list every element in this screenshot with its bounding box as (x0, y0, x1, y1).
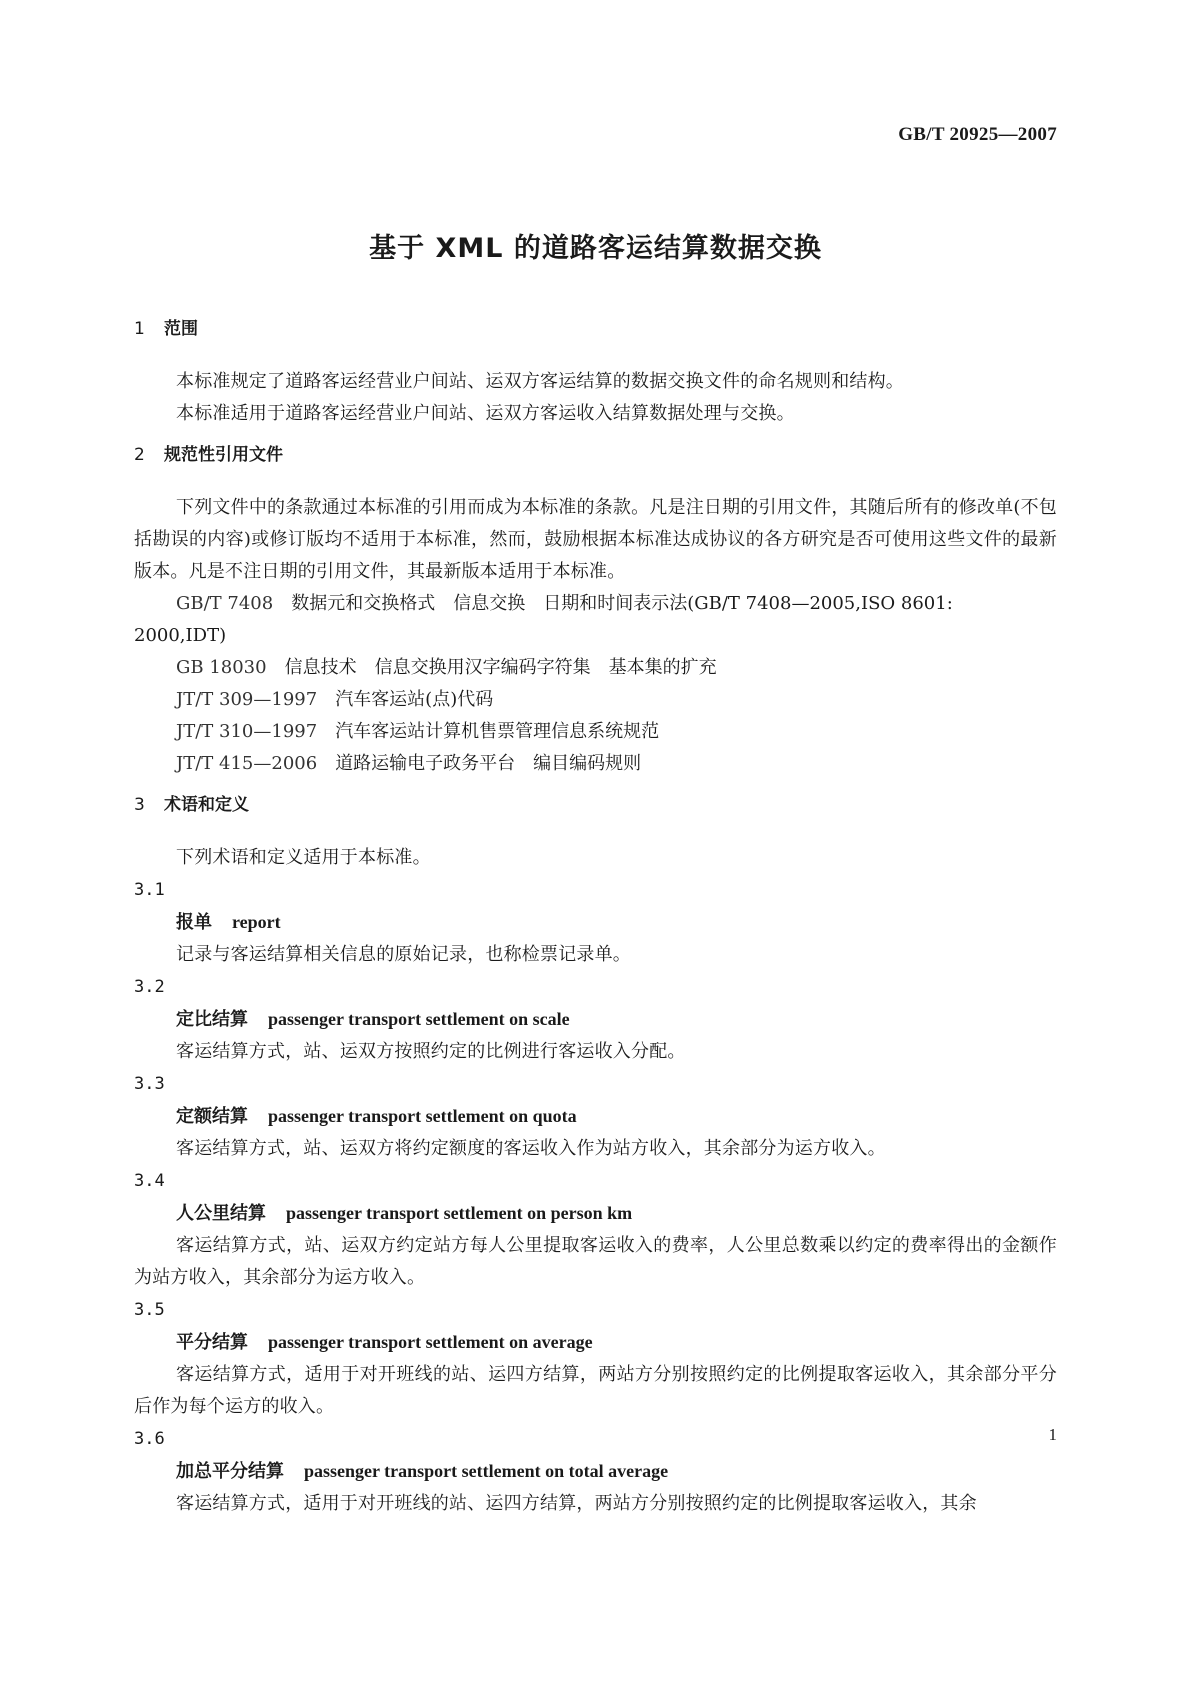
reference-title: 汽车客运站(点)代码 (335, 689, 494, 710)
term-name-zh: 定比结算 (176, 1009, 248, 1030)
term-name-en: passenger transport settlement on scale (268, 1009, 570, 1029)
reference-continuation: 2000,IDT) (134, 625, 227, 646)
section-title: 规范性引用文件 (164, 445, 283, 465)
term-number: 3.5 (134, 1300, 165, 1320)
page-number: 1 (1048, 1425, 1057, 1444)
term-name (134, 1455, 1057, 1488)
document-code: GB/T 20925—2007 (898, 124, 1057, 145)
reference-item (134, 684, 1057, 716)
section-number: 3 (134, 795, 145, 815)
term-number: 3.1 (134, 880, 165, 900)
paragraph: 本标准适用于道路客运经营业户间站、运双方客运收入结算数据处理与交换。 (176, 403, 795, 424)
term-name (134, 1326, 1057, 1359)
reference-item (134, 588, 1057, 620)
reference-title: 数据元和交换格式 信息交换 日期和时间表示法(GB/T 7408—2005,ISO 8601: (291, 593, 953, 614)
term-name-zh: 平分结算 (176, 1332, 248, 1353)
reference-code: GB/T 7408 (176, 593, 274, 614)
term-name-en: passenger transport settlement on average (268, 1332, 593, 1352)
term-name-zh: 人公里结算 (176, 1203, 266, 1224)
reference-item (134, 652, 1057, 684)
term-name-en: report (232, 912, 281, 932)
section-title: 范围 (164, 319, 198, 339)
paragraph: 本标准规定了道路客运经营业户间站、运双方客运结算的数据交换文件的命名规则和结构。 (176, 371, 904, 392)
section-heading-terms-definitions (134, 794, 1057, 816)
term-number: 3.6 (134, 1429, 165, 1449)
term-name-zh: 报单 (176, 912, 212, 933)
term-name-en: passenger transport settlement on quota (268, 1106, 577, 1126)
term-definition: 记录与客运结算相关信息的原始记录，也称检票记录单。 (176, 944, 631, 965)
document-body (134, 318, 1057, 1520)
term-name (134, 1197, 1057, 1230)
term-name (134, 1003, 1057, 1036)
reference-code: JT/T 309—1997 (176, 689, 318, 710)
section-title: 术语和定义 (164, 795, 249, 815)
reference-code: GB 18030 (176, 657, 267, 678)
term-name (134, 1100, 1057, 1133)
reference-code: JT/T 310—1997 (176, 721, 318, 742)
term-number: 3.4 (134, 1171, 165, 1191)
term-name-en: passenger transport settlement on total average (304, 1461, 669, 1481)
paragraph: 下列文件中的条款通过本标准的引用而成为本标准的条款。凡是注日期的引用文件，其随后所有的修改单(不包括勘误的内容)或修订版均不适用于本标准，然而，鼓励根据本标准达成协议的各方研究是否可使用这些文件的最新版本。凡是不注日期的引用文件，其最新版本适用于本标准。 (134, 497, 1057, 582)
term-number: 3.3 (134, 1074, 165, 1094)
reference-title: 汽车客运站计算机售票管理信息系统规范 (335, 721, 660, 742)
term-definition: 客运结算方式，站、运双方将约定额度的客运收入作为站方收入，其余部分为运方收入。 (176, 1138, 886, 1159)
reference-item (134, 748, 1057, 780)
term-definition: 客运结算方式，站、运双方约定站方每人公里提取客运收入的费率，人公里总数乘以约定的费率得出的金额作为站方收入，其余部分为运方收入。 (134, 1235, 1057, 1288)
reference-title: 道路运输电子政务平台 编目编码规则 (335, 753, 642, 774)
document-title: 基于 XML 的道路客运结算数据交换 (369, 233, 822, 264)
term-definition: 客运结算方式，站、运双方按照约定的比例进行客运收入分配。 (176, 1041, 686, 1062)
term-name-zh: 加总平分结算 (176, 1461, 284, 1482)
term-definition: 客运结算方式，适用于对开班线的站、运四方结算，两站方分别按照约定的比例提取客运收入，其余部分平分后作为每个运方的收入。 (134, 1364, 1057, 1417)
term-name-zh: 定额结算 (176, 1106, 248, 1127)
paragraph: 下列术语和定义适用于本标准。 (176, 847, 431, 868)
section-heading-normative-references (134, 444, 1057, 466)
reference-title: 信息技术 信息交换用汉字编码字符集 基本集的扩充 (284, 657, 717, 678)
reference-item (134, 716, 1057, 748)
term-name (134, 906, 1057, 939)
section-heading-scope (134, 318, 1057, 340)
term-number: 3.2 (134, 977, 165, 997)
term-name-en: passenger transport settlement on person km (286, 1203, 633, 1223)
reference-code: JT/T 415—2006 (176, 753, 318, 774)
section-number: 1 (134, 319, 145, 339)
term-definition: 客运结算方式，适用于对开班线的站、运四方结算，两站方分别按照约定的比例提取客运收入，其余 (176, 1493, 977, 1514)
section-number: 2 (134, 445, 145, 465)
